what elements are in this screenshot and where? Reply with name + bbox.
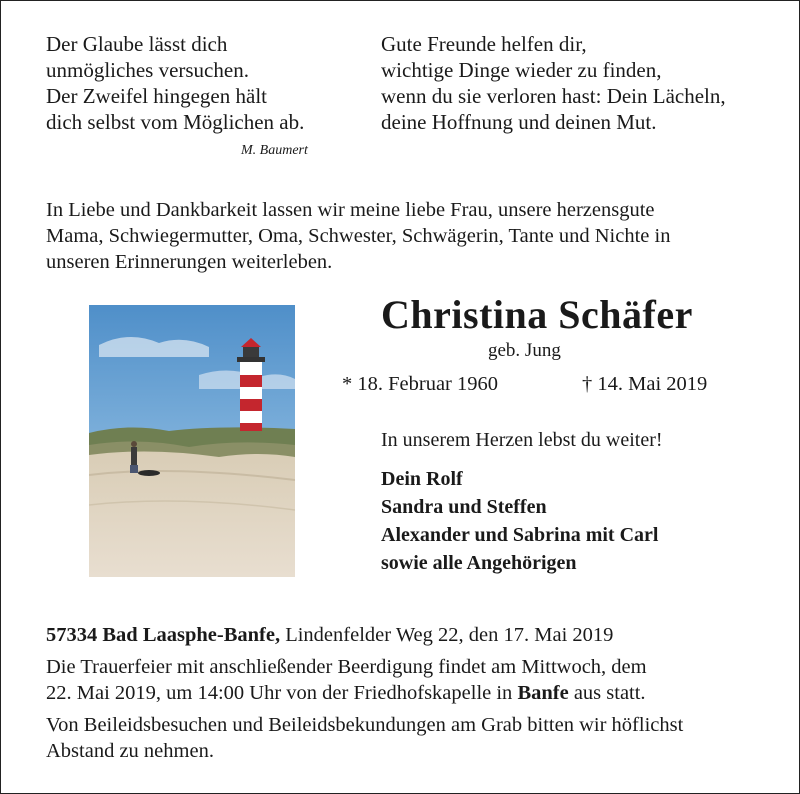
motto: In unserem Herzen lebst du weiter! — [381, 429, 663, 451]
service-line: Die Trauerfeier mit anschließender Beerdigung findet am Mittwoch, dem — [46, 656, 647, 678]
lighthouse-photo — [89, 305, 295, 577]
place-line — [46, 622, 683, 648]
birth-name: geb. Jung — [488, 340, 561, 361]
intro-line: Mama, Schwiegermutter, Oma, Schwester, Schwägerin, Tante und Nichte in — [46, 225, 671, 247]
service-text-end: aus statt. — [568, 682, 646, 704]
poem-left-line: Der Zweifel hingegen hält — [46, 84, 267, 108]
place-rest: Lindenfelder Weg 22, den 17. Mai 2019 — [280, 624, 614, 646]
mourner: Sandra und Steffen — [381, 496, 547, 518]
intro-line: unseren Erinnerungen weiterleben. — [46, 251, 333, 273]
poem-left-line: dich selbst vom Möglichen ab. — [46, 110, 305, 134]
service-text: 22. Mai 2019, um 14:00 Uhr von der Friedhofskapelle in — [46, 682, 518, 704]
poem-right-line: Gute Freunde helfen dir, — [381, 32, 587, 56]
birth-date: * 18. Februar 1960 — [342, 373, 499, 395]
poem-right-line: wichtige Dinge wieder zu finden, — [381, 58, 662, 82]
mourner: Dein Rolf — [381, 468, 463, 490]
poem-left-line: Der Glaube lässt dich — [46, 32, 228, 56]
place-bold: 57334 Bad Laasphe-Banfe, — [46, 624, 281, 646]
service-place: Banfe — [517, 682, 569, 704]
request-line-2: Abstand zu nehmen. — [46, 740, 214, 762]
intro-line: In Liebe und Dankbarkeit lassen wir meine liebe Frau, unsere herzensgute — [46, 199, 655, 221]
poem-left-line: unmögliches versuchen. — [46, 58, 249, 82]
death-date: † 14. Mai 2019 — [582, 373, 708, 395]
poem-right — [381, 31, 726, 135]
poem-author: M. Baumert — [241, 143, 308, 158]
intro-paragraph — [46, 197, 670, 275]
footer — [46, 622, 683, 764]
mourners-list — [381, 465, 658, 577]
deceased-name: Christina Schäfer — [381, 292, 693, 337]
poem-right-line: wenn du sie verloren hast: Dein Lächeln, — [381, 84, 726, 108]
mourner: Alexander und Sabrina mit Carl — [381, 524, 659, 546]
poem-right-line: deine Hoffnung und deinen Mut. — [381, 110, 657, 134]
service-line-2 — [46, 680, 683, 706]
mourner: sowie alle Angehörigen — [381, 552, 577, 574]
poem-left — [46, 31, 304, 135]
request-line: Von Beileidsbesuchen und Beileidsbekundungen am Grab bitten wir höflichst — [46, 714, 684, 736]
